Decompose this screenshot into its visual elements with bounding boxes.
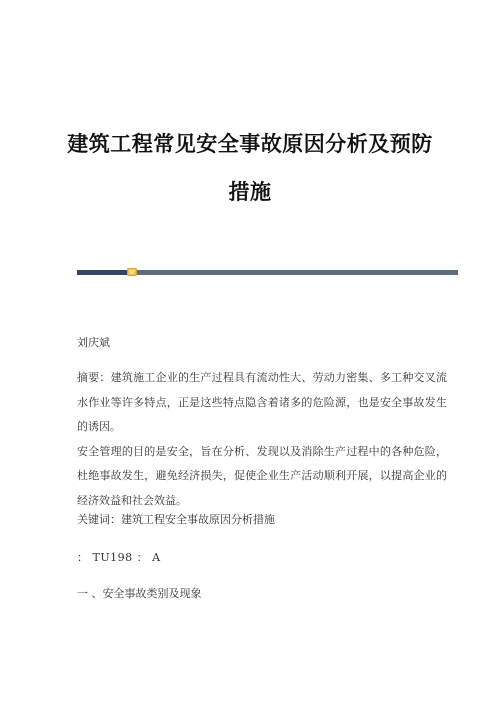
- abstract-paragraph-2: 安全管理的目的是安全，旨在分析、发现以及消除生产过程中的各种危险，杜绝事故发生，避免经济损失，促使企业生产活动顺利开展，以提高企业的经济效益和社会效益。: [77, 444, 447, 507]
- document-badge-icon: [127, 267, 137, 277]
- divider-left-bar: [77, 270, 127, 275]
- abstract-paragraph-1: 摘要：建筑施工企业的生产过程具有流动性大、劳动力密集、多工种交叉流水作业等许多特点，正是这些特点隐含着诸多的危险源，也是安全事故发生的诱因。: [77, 371, 447, 433]
- author-name: 刘庆斌: [77, 336, 110, 349]
- document-title-line-2: 措施: [228, 180, 272, 204]
- keywords: 关键词：建筑工程安全事故原因分析措施: [77, 513, 275, 526]
- abstract: [77, 366, 447, 513]
- divider-right-bar: [137, 270, 458, 275]
- classification-number: ： TU198 ： A: [77, 551, 161, 564]
- document-title-line-1: 建筑工程常见安全事故原因分析及预防: [67, 132, 433, 156]
- title-divider: [77, 270, 458, 275]
- section-heading: 一 、安全事故类别及现象: [77, 587, 202, 600]
